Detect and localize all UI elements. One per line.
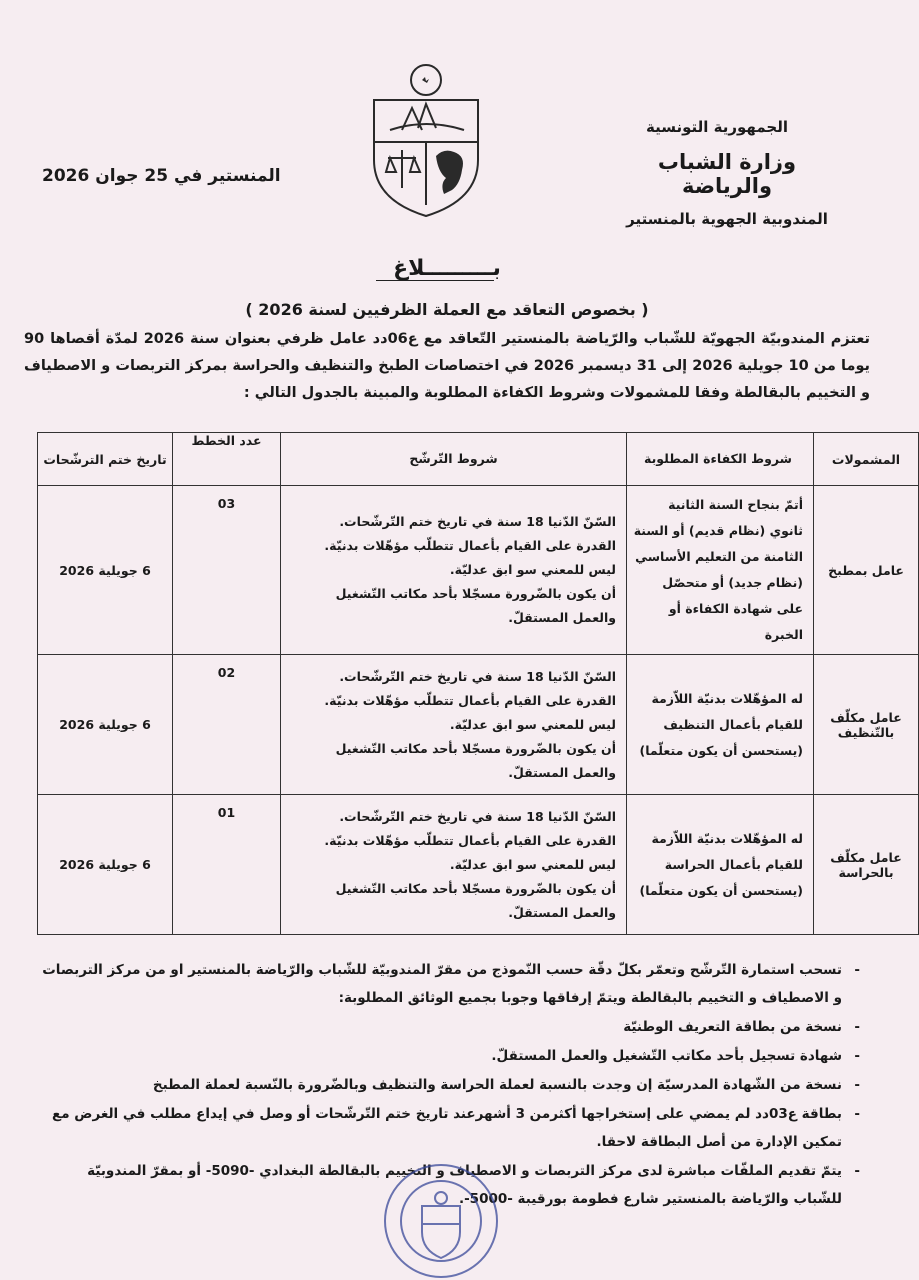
header-conditions: شروط التّرشّح: [281, 433, 627, 486]
notice-subtitle: ( بخصوص التعاقد مع العملة الظرفيين لسنة 2026 ): [245, 300, 649, 319]
row-competence: أتمّ بنجاح السنة الثانية ثانوي (نظام قديم) أو السنة الثامنة من التعليم الأساسي (نظام جديد) أو متحصّل على شهادة الكفاءة أو الخبرة: [627, 486, 814, 655]
row-competence: له المؤهّلات بدنيّة اللاّزمة للقيام بأعمال الحراسة (يستحسن أن يكون متعلّما): [627, 795, 814, 935]
letterhead: [612, 118, 842, 228]
condition-line: أن يكون بالضّرورة مسجّلا بأحد مكاتب التّشغيل والعمل المستقلّ.: [335, 740, 616, 780]
list-item: - نسخة من بطاقة التعريف الوطنيّة: [40, 1013, 842, 1041]
list-item: - نسخة من الشّهادة المدرسيّة إن وجدت بالنسبة لعملة الحراسة والتنظيف وبالضّرورة بالنّسبة لعملة المطبخ: [40, 1071, 842, 1099]
list-item: - بطاقة ع03دد لم يمضي على إستخراجها أكثرمن 3 أشهرعند تاريخ ختم التّرشّحات أو وصل في إيداع مطلب في الغرض مع تمكين الإدارة من أصل البطاقة لاحقا.: [40, 1100, 842, 1156]
condition-line: ليس للمعني سو ابق عدليّة.: [449, 716, 616, 732]
header-count: عدد الخطط: [173, 433, 281, 486]
republic-name: الجمهورية التونسية: [646, 118, 788, 136]
condition-line: السّنّ الدّنيا 18 سنة في تاريخ ختم التّرشّحات.: [339, 668, 616, 684]
row-competence: له المؤهّلات بدنيّة اللاّزمة للقيام بأعمال التنظيف (يستحسن أن يكون متعلّما): [627, 655, 814, 795]
table-row: [38, 795, 919, 935]
row-deadline: 6 جويلية 2026: [38, 655, 173, 795]
title-underline: [376, 280, 494, 281]
row-post: عامل مكلّف بالتّنظيف: [814, 655, 919, 795]
condition-line: القدرة على القيام بأعمال تتطلّب مؤهّلات بدنيّة.: [324, 692, 616, 708]
coat-of-arms-emblem: [360, 60, 492, 218]
condition-line: السّنّ الدّنيا 18 سنة في تاريخ ختم التّرشّحات.: [339, 514, 616, 529]
document-date: المنستير في 25 جوان 2026: [42, 166, 281, 186]
row-post: عامل بمطبخ: [814, 486, 919, 655]
condition-line: أن يكون بالضّرورة مسجّلا بأحد مكاتب التّشغيل والعمل المستقلّ.: [335, 586, 616, 625]
condition-line: القدرة على القيام بأعمال تتطلّب مؤهّلات بدنيّة.: [324, 538, 616, 553]
notice-intro: تعتزم المندوبيّة الجهويّة للشّباب والرّياضة بالمنستير التّعاقد مع ع06دد عامل ظرفي بعنوان سنة 2026 لمدّة أقصاها 90 يوما من 10 جويلية 2026 إلى 31 ديسمبر 2026 في اختصاصات الطبخ والتنظيف والحراسة بمركز التربصات و الاصطياف و التخييم بالبقالطة وفقا للمشمولات وشروط الكفاءة المطلوبة والمبينة بالجدول التالي :: [24, 331, 870, 401]
notice-title: بـــــــــلاغ: [393, 256, 501, 281]
condition-line: السّنّ الدّنيا 18 سنة في تاريخ ختم التّرشّحات.: [339, 808, 616, 824]
row-deadline: 6 جويلية 2026: [38, 486, 173, 655]
table-row: [38, 486, 919, 655]
row-post: عامل مكلّف بالحراسة: [814, 795, 919, 935]
condition-line: ليس للمعني سو ابق عدليّة.: [449, 856, 616, 872]
condition-line: ليس للمعني سو ابق عدليّة.: [449, 562, 616, 577]
table-header-row: [38, 433, 919, 486]
row-deadline: 6 جويلية 2026: [38, 795, 173, 935]
list-item: - تسحب استمارة التّرشّح وتعمّر بكلّ دقّة حسب النّموذج من مقرّ المندوبيّة للشّباب والرّياضة بالمنستير او من مركز التربصات و الاصطياف و التخييم بالبقالطة ويتمّ إرفاقها وجوبا بجميع الوثائق المطلوبة:: [40, 956, 842, 1012]
list-item: - شهادة تسجيل بأحد مكاتب التّشغيل والعمل المستقلّ.: [40, 1042, 842, 1070]
condition-line: القدرة على القيام بأعمال تتطلّب مؤهّلات بدنيّة.: [324, 832, 616, 848]
header-deadline: تاريخ ختم الترشّحات: [38, 433, 173, 486]
row-conditions: [281, 655, 627, 795]
row-conditions: [281, 486, 627, 655]
row-count: 01: [173, 795, 281, 935]
condition-line: أن يكون بالضّرورة مسجّلا بأحد مكاتب التّشغيل والعمل المستقلّ.: [335, 880, 616, 920]
row-count: 03: [173, 486, 281, 655]
list-item: - يتمّ تقديم الملفّات مباشرة لدى مركز التربصات و الاصطياف و التخييم بالبقالطة البغدادي -5090- أو بمقرّ المندوبيّة للشّباب والرّياضة بالمنستير شارع فطومة بورقيبة -5000-.: [40, 1157, 842, 1213]
official-stamp: [382, 1162, 500, 1280]
ministry-name: وزارة الشباب والرياضة: [657, 150, 797, 198]
header-post: المشمولات: [814, 433, 919, 486]
row-conditions: [281, 795, 627, 935]
header-competence: شروط الكفاءة المطلوبة: [627, 433, 814, 486]
table-row: [38, 655, 919, 795]
row-count: 02: [173, 655, 281, 795]
directorate-name: المندوبية الجهوية بالمنستير: [626, 210, 828, 228]
positions-table: [37, 432, 919, 935]
